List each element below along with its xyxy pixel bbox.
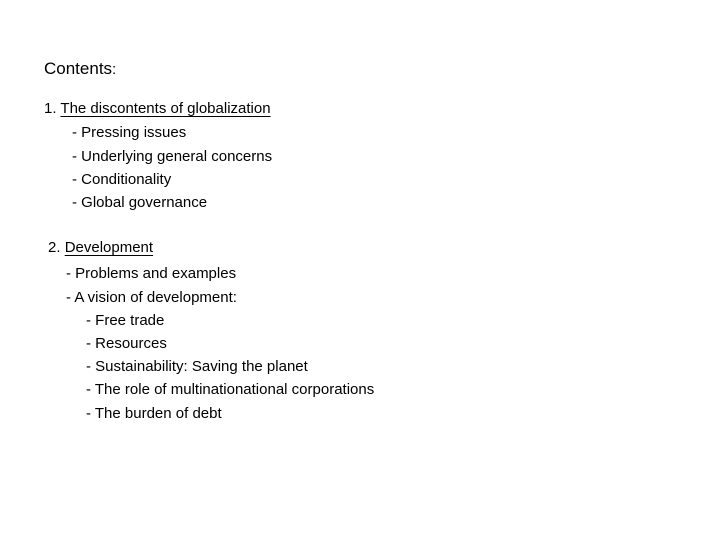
section-1-item: - Global governance [72,194,208,211]
section-1-item: - Underlying general concerns [72,148,273,165]
section-2-title-text: Development [64,239,154,256]
section-1-item: - Pressing issues [72,124,187,141]
section-1-title [44,100,271,118]
section-1-title-text: The discontents of globalization [60,100,271,117]
section-2-item: - Problems and examples [66,265,237,282]
contents-heading-text: Contents [44,59,113,78]
section-2-item: - A vision of development: [66,289,237,306]
section-1-number: 1. [44,100,57,117]
section-2-subitem: - Resources [86,335,167,352]
section-2-subitem: - Free trade [86,312,165,329]
section-2-title [48,239,153,257]
section-2-subitem: - The role of multinationational corporations [86,381,375,398]
contents-heading-colon: : [112,61,117,78]
section-2-subitem: - The burden of debt [86,405,222,422]
section-2-number: 2. [48,239,61,256]
section-1-item: - Conditionality [72,171,172,188]
section-2-subitem: - Sustainability: Saving the planet [86,358,308,375]
contents-heading [44,60,116,79]
